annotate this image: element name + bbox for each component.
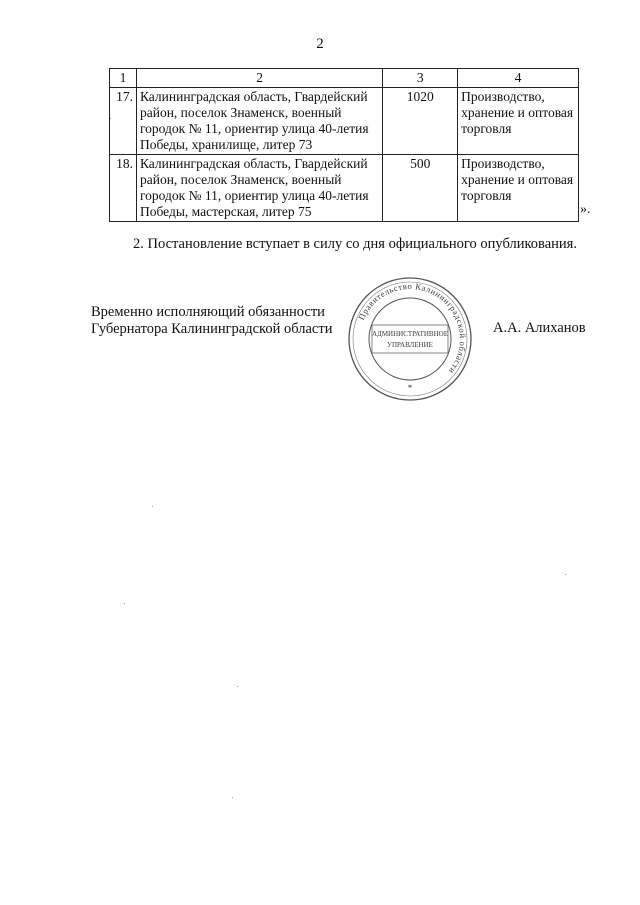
seal-outer-text: Правительство Калининградской области (356, 280, 469, 377)
signer-title-line-2: Губернатора Калининградской области (91, 321, 333, 337)
row-area: 1020 (383, 88, 458, 155)
seal-graphic (346, 275, 474, 403)
row-number: 17. (110, 88, 137, 155)
signer-title (91, 304, 332, 338)
seal-center-line-1: АДМИНИСТРАТИВНОЕ (372, 330, 448, 338)
scan-speck (124, 603, 125, 604)
column-header: 3 (383, 69, 458, 88)
row-purpose: Производство, хранение и оптовая торговля (458, 88, 579, 155)
row-purpose: Производство, хранение и оптовая торговля (458, 155, 579, 222)
signer-title-line-1: Временно исполняющий обязанности (91, 304, 325, 320)
table-header-row (110, 69, 579, 88)
clause-2: 2. Постановление вступает в силу со дня официального опубликования. (133, 236, 577, 252)
row-number: 18. (110, 155, 137, 222)
column-header: 1 (110, 69, 137, 88)
seal-star: * (407, 383, 413, 393)
table-row (110, 88, 579, 155)
column-header: 4 (458, 69, 579, 88)
page-number: 2 (316, 36, 324, 52)
scan-speck (237, 686, 238, 687)
scan-speck (565, 574, 566, 575)
row-address: Калининградская область, Гвардейский район, поселок Знаменск, военный городок № 11, ориентир улица 40-летия Победы, хранилище, литер 73 (136, 88, 382, 155)
row-area: 500 (383, 155, 458, 222)
official-seal (346, 275, 474, 403)
scan-speck (232, 797, 233, 798)
seal-center-line-2: УПРАВЛЕНИЕ (387, 341, 433, 349)
scan-speck (110, 118, 111, 119)
closing-quote: ». (580, 202, 591, 217)
row-address: Калининградская область, Гвардейский район, поселок Знаменск, военный городок № 11, ориентир улица 40-летия Победы, мастерская, литер 75 (136, 155, 382, 222)
property-table (109, 68, 579, 222)
scan-speck (152, 506, 153, 507)
column-header: 2 (136, 69, 382, 88)
table-row (110, 155, 579, 222)
signer-name: А.А. Алиханов (493, 320, 586, 336)
